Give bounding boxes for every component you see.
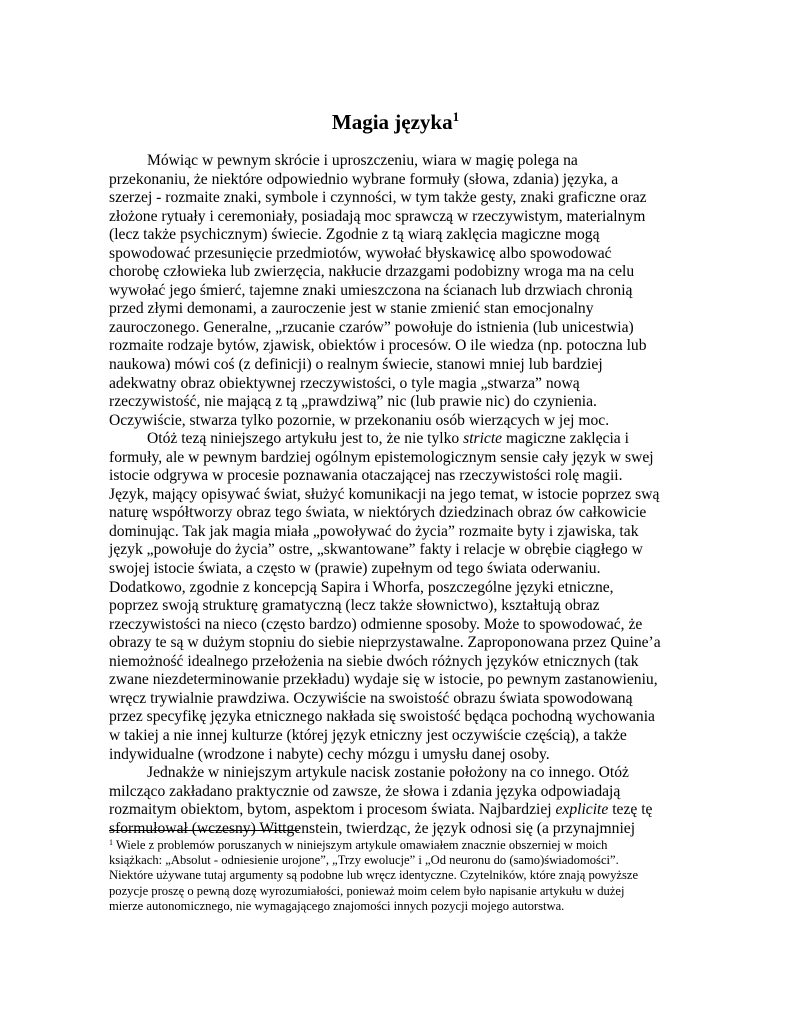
text-line: formuły, ale w pewnym bardziej ogólnym epistemologicznym sensie cały język w swej [109, 448, 654, 466]
text-line: Dodatkowo, zgodnie z koncepcją Sapira i Whorfa, poszczególne języki etniczne, [109, 578, 614, 596]
text-line: naturę współtworzy obraz tego świata, w niektórych dziedzinach obraz ów całkowicie [109, 504, 647, 522]
text-line: rzeczywistość, nie mającą z tą „prawdziwą” nic (lub prawie nic) do czynienia. [109, 393, 597, 411]
text-line: istocie odgrywa w procesie poznawania otaczającej nas rzeczywistości rolę magii. [109, 467, 623, 485]
text-line [109, 801, 683, 820]
footnote-marker: 1 [109, 838, 113, 847]
text-line: wywołać jego śmierć, tajemne znaki umieszczona na ścianach lub drzwiach chronią [109, 281, 633, 299]
text-line: w takiej a nie innej kulturze (której język etniczny jest oczywiście częścią), a także [109, 726, 627, 744]
text-line: swojej istocie świata, a często w (prawie) zupełnym od tego świata oderwaniu. [109, 560, 601, 578]
text-line: przekonaniu, że niektóre odpowiednio wybrane formuły (słowa, zdania) języka, a [109, 170, 619, 188]
footnote [109, 838, 689, 914]
text-line [109, 430, 683, 449]
text-line: rzeczywistości na nieco (często bardzo) odmienne sposoby. Może to spowodować, że [109, 615, 643, 633]
text-line: adekwatny obraz obiektywnej rzeczywistości, o tyle magia „stwarza” nową [109, 374, 580, 392]
text-line: zauroczonego. Generalne, „rzucanie czarów” powołuje do istnienia (lub unicestwia) [109, 318, 634, 336]
footnote-line [109, 838, 689, 853]
text-line: Język, mający opisywać świat, służyć komunikacji na jego temat, w istocie poprzez swą [109, 485, 660, 503]
title-footnote-marker: 1 [452, 109, 460, 124]
page-title [0, 108, 791, 136]
article-body [109, 152, 683, 838]
text-line: Jednakże w niniejszym artykule nacisk zostanie położony na co innego. Otóż [147, 764, 629, 782]
text-segment: magiczne zaklęcia i [502, 430, 629, 448]
text-segment: rozmaitym obiektom, bytom, aspektom i procesom świata. Najbardziej [109, 801, 552, 819]
text-line: obrazy te są w dużym stopniu do siebie nieprzystawalne. Zaproponowana przez Quine’a [109, 634, 661, 652]
text-line: przez specyfikę języka etnicznego nakłada się swoistość będąca pochodną wychowania [109, 708, 655, 726]
text-line: sformułował (wczesny) Wittgenstein, twierdząc, że język odnosi się (a przynajmniej [109, 819, 636, 837]
text-segment: Otóż tezą niniejszego artykułu jest to, że nie tylko [147, 430, 460, 448]
text-line: dominując. Tak jak magia miała „powoływać do życia” rozmaite byty i zjawiska, tak [109, 522, 639, 540]
text-line: przed złymi demonami, a zauroczenie jest w stanie zmienić stan emocjonalny [109, 300, 594, 318]
text-line: rozmaite rodzaje bytów, zjawisk, obiektów i procesów. O ile wiedza (np. potoczna lub [109, 337, 647, 355]
text-line: Mówiąc w pewnym skrócie i uproszczeniu, wiara w magię polega na [147, 152, 578, 169]
italic-term-explicite: explicite [555, 801, 609, 819]
text-segment: tezę tę [608, 801, 653, 819]
text-line: naukowa) mówi coś (z definicji) o realnym świecie, stanowi mniej lub bardziej [109, 356, 603, 374]
text-line: Oczywiście, stwarza tylko pozornie, w przekonaniu osób wierzących w jej moc. [109, 411, 610, 429]
text-line: indywidualne (wrodzone i nabyte) cechy mózgu i umysłu danej osoby. [109, 745, 550, 763]
text-line: złożone rytuały i ceremoniały, posiadają moc sprawczą w rzeczywistym, materialnym [109, 207, 646, 225]
text-line: chorobę człowieka lub zwierzęcia, nakłucie drzazgami podobizny wroga ma na celu [109, 263, 635, 281]
footnote-line: mierze autonomicznego, nie wymagającego znajomości innych pozycji mojego autorstwa. [109, 898, 565, 913]
text-line: niemożność idealnego przełożenia na siebie dwóch różnych języków etnicznych (tak [109, 652, 639, 670]
text-line: spowodować przesunięcie przedmiotów, wywołać błyskawicę albo spowodować [109, 244, 612, 262]
text-line: milcząco zakładano praktycznie od zawsze, że słowa i zdania języka odpowiadają [109, 782, 621, 800]
text-line: język „powołuje do życia” ostre, „skwantowane” fakty i relacje w obrębie ciągłego w [109, 541, 643, 559]
footnote-separator [109, 830, 299, 831]
title-text: Magia języka [331, 110, 453, 134]
footnote-line: książkach: „Absolut - odniesienie urojone”, „Trzy ewolucje” i „Od neuronu do (samo)świadomości”. [109, 853, 619, 868]
text-line: (lecz także psychicznym) świecie. Zgodnie z tą wiarą zaklęcia magiczne mogą [109, 226, 600, 244]
italic-term-stricte: stricte [463, 430, 503, 448]
footnote-text: Wiele z problemów poruszanych w niniejszym artykule omawiałem znacznie obszerniej w moich [113, 838, 608, 852]
text-line: szerzej - rozmaite znaki, symbole i czynności, w tym także gesty, znaki graficzne oraz [109, 189, 647, 207]
text-line: wręcz trywialnie prawdziwa. Oczywiście na swoistość obrazu świata spowodowaną [109, 689, 633, 707]
text-line: poprzez swoją strukturę gramatyczną (lecz także słownictwo), kształtują obraz [109, 597, 600, 615]
footnote-line: Niektóre używane tutaj argumenty są podobne lub wręcz identyczne. Czytelników, które znają powyższe [109, 868, 639, 883]
text-line: zwane niezdeterminowanie przekładu) wydaje się w istocie, po pewnym zastanowieniu, [109, 671, 658, 689]
footnote-line: pozycje proszę o pewną dozę wyrozumiałości, ponieważ moim celem było napisanie artykułu w dużej [109, 883, 625, 898]
